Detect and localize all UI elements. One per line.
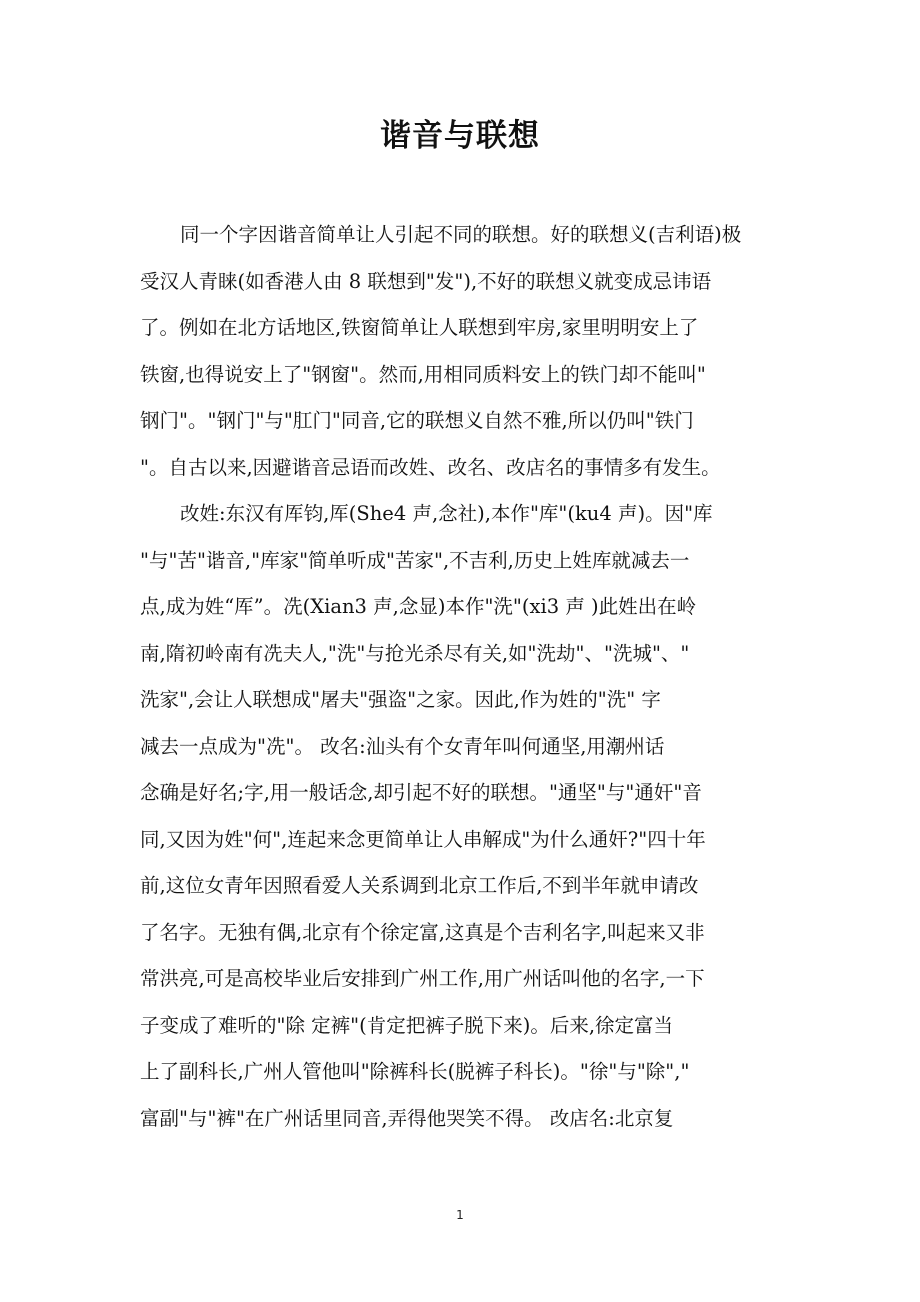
text-line: 富副"与"裤"在广州话里同音,弄得他哭笑不得。 改店名:北京复 (140, 1106, 674, 1130)
text-line: 同,又因为姓"何",连起来念更简单让人串解成"为什么通奸?"四十年 (140, 827, 706, 851)
text-line: 念确是好名;字,用一般话念,却引起不好的联想。"通坚"与"通奸"音 (140, 781, 702, 804)
text-line: 了名字。无独有偶,北京有个徐定富,这真是个吉利名字,叫起来又非 (140, 920, 705, 944)
text-line: "。自古以来,因避谐音忌语而改姓、改名、改店名的事情多有发生。 (140, 455, 721, 479)
text-line: 子变成了难听的"除 定裤"(肯定把裤子脱下来)。后来,徐定富当 (140, 1013, 674, 1037)
text-line: "与"苦"谐音,"库家"简单听成"苦家",不吉利,历史上姓库就减去一 (140, 548, 690, 572)
document-title: 谐音与联想 (380, 118, 540, 154)
text-line: 钢门"。"钢门"与"肛门"同音,它的联想义自然不雅,所以仍叫"铁门 (140, 409, 694, 432)
document-body (140, 212, 820, 1142)
text-line: 改姓:东汉有厍钧,厍(She4 声,念社),本作"库"(ku4 声)。因"库 (180, 502, 713, 525)
text-line: 受汉人青睐(如香港人由 8 联想到"发"),不好的联想义就变成忌讳语 (140, 269, 712, 293)
page-number: 1 (456, 1208, 464, 1222)
text-line: 洗家",会让人联想成"屠夫"强盗"之家。因此,作为姓的"洗" 字 (140, 688, 661, 711)
text-line: 上了副科长,广州人管他叫"除裤科长(脱裤子科长)。"徐"与"除"," (140, 1060, 690, 1083)
text-line: 减去一点成为"冼"。 改名:汕头有个女青年叫何通坚,用潮州话 (140, 734, 665, 758)
text-line: 铁窗,也得说安上了"钢窗"。然而,用相同质料安上的铁门却不能叫" (140, 362, 706, 386)
text-line: 南,隋初岭南有冼夫人,"洗"与抢光杀尽有关,如"洗劫"、"洗城"、" (140, 641, 690, 665)
text-line: 同一个字因谐音简单让人引起不同的联想。好的联想义(吉利语)极 (180, 223, 742, 246)
text-line: 前,这位女青年因照看爱人关系调到北京工作后,不到半年就申请改 (140, 874, 699, 897)
text-line: 常洪亮,可是高校毕业后安排到广州工作,用广州话叫他的名字,一下 (140, 967, 705, 990)
text-line: 点,成为姓“厍”。冼(Xian3 声,念显)本作"洗"(xi3 声 )此姓出在岭 (140, 595, 697, 618)
text-line: 了。例如在北方话地区,铁窗简单让人联想到牢房,家里明明安上了 (140, 316, 699, 339)
